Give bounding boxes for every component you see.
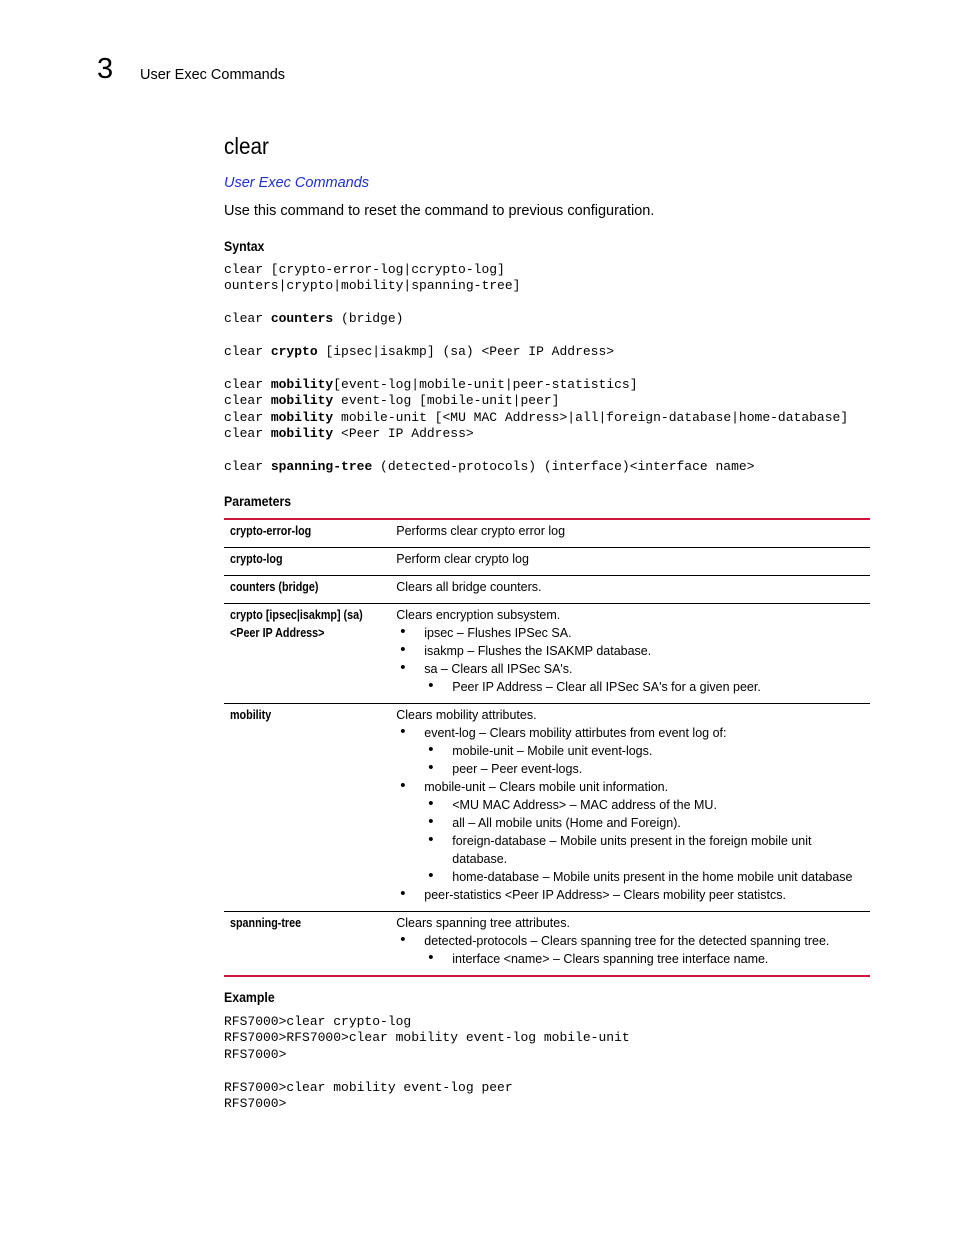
syntax-keyword: clear [224, 344, 264, 360]
syntax-heading: Syntax [224, 238, 265, 254]
example-line: RFS7000> [224, 1096, 287, 1112]
sub-bullet-list [424, 796, 864, 886]
syntax-keyword: clear [224, 409, 264, 425]
user-exec-commands-link[interactable]: User Exec Commands [224, 175, 370, 191]
param-term: crypto-log [230, 552, 283, 566]
page-title: clear [224, 133, 269, 159]
list-item: • isakmp – Flushes the ISAKMP database. [396, 642, 864, 660]
syntax-keyword: clear [224, 426, 264, 442]
list-item: • peer-statistics <Peer IP Address> – Clears mobility peer statistcs. [396, 886, 864, 904]
syntax-keyword: clear [224, 393, 264, 409]
list-item [396, 660, 864, 696]
sub-bullet-list [424, 742, 864, 778]
list-item: • home-database – Mobile units present in the home mobile unit database [424, 868, 864, 886]
table-row [224, 704, 870, 912]
list-item: • ipsec – Flushes IPSec SA. [396, 624, 864, 642]
list-item: • all – All mobile units (Home and Foreign). [424, 814, 864, 832]
intro-text: Use this command to reset the command to previous configuration. [224, 203, 655, 219]
param-term: mobility [230, 708, 272, 722]
list-item [396, 932, 864, 968]
syntax-code [224, 262, 848, 475]
syntax-keyword: clear [224, 458, 264, 474]
param-term: spanning-tree [230, 916, 302, 930]
list-item-text: mobile-unit – Clears mobile unit information. [424, 780, 669, 794]
syntax-args: event-log [mobile-unit|peer] [333, 393, 560, 409]
parameters-heading: Parameters [224, 493, 292, 509]
param-term: <Peer IP Address> [230, 626, 325, 640]
parameters-table [224, 518, 870, 977]
syntax-command: mobility [270, 409, 334, 425]
param-term: crypto-error-log [230, 524, 312, 538]
param-desc: Clears mobility attributes. [396, 708, 537, 722]
syntax-command: mobility [270, 426, 334, 442]
example-line: RFS7000>clear mobility event-log peer [224, 1079, 513, 1095]
syntax-command: mobility [270, 376, 334, 392]
list-item: • <MU MAC Address> – MAC address of the MU. [424, 796, 864, 814]
table-row [224, 604, 870, 704]
syntax-args: mobile-unit [<MU MAC Address>|all|foreign-database|home-database] [333, 409, 849, 425]
chapter-title: User Exec Commands [140, 67, 286, 83]
list-item [396, 724, 864, 778]
table-row [224, 519, 870, 548]
syntax-keyword: clear [224, 311, 264, 327]
table-row [224, 912, 870, 977]
table-row [224, 548, 870, 576]
syntax-args: [event-log|mobile-unit|peer-statistics] [333, 376, 638, 392]
syntax-args: [ipsec|isakmp] (sa) <Peer IP Address> [317, 344, 615, 360]
list-item-text: detected-protocols – Clears spanning tree for the detected spanning tree. [424, 934, 830, 948]
param-desc: Clears encryption subsystem. [396, 608, 561, 622]
list-item: • foreign-database – Mobile units present in the foreign mobile unit database. [424, 832, 864, 868]
example-line: RFS7000>clear crypto-log [224, 1014, 412, 1029]
param-desc: Clears spanning tree attributes. [396, 916, 570, 930]
param-desc: Performs clear crypto error log [396, 524, 566, 538]
bullet-list [396, 624, 864, 696]
syntax-command: crypto [270, 344, 318, 360]
syntax-keyword: clear [224, 376, 264, 392]
bullet-list [396, 932, 864, 968]
syntax-args: (bridge) [333, 311, 404, 327]
syntax-command: mobility [270, 393, 334, 409]
example-code [224, 1014, 630, 1112]
example-line: RFS7000> [224, 1046, 287, 1062]
sub-bullet-list [424, 950, 864, 968]
example-heading: Example [224, 989, 275, 1005]
syntax-line: ounters|crypto|mobility|spanning-tree] [224, 278, 521, 294]
list-item: • mobile-unit – Mobile unit event-logs. [424, 742, 864, 760]
list-item: • peer – Peer event-logs. [424, 760, 864, 778]
param-term: crypto [ipsec|isakmp] (sa) [230, 608, 363, 622]
list-item-text: event-log – Clears mobility attirbutes from event log of: [424, 726, 727, 740]
list-item [396, 778, 864, 886]
syntax-args: <Peer IP Address> [333, 426, 474, 442]
syntax-command: counters [270, 311, 334, 327]
list-item: • interface <name> – Clears spanning tree interface name. [424, 950, 864, 968]
sub-bullet-list [424, 678, 864, 696]
list-item-text: sa – Clears all IPSec SA's. [424, 662, 573, 676]
syntax-args: (detected-protocols) (interface)<interface name> [372, 458, 755, 474]
param-desc: Perform clear crypto log [390, 548, 870, 576]
example-line: RFS7000>RFS7000>clear mobility event-log mobile-unit [224, 1030, 630, 1046]
chapter-number: 3 [97, 53, 114, 85]
syntax-line: clear [crypto-error-log|ccrypto-log] [224, 262, 505, 277]
bullet-list [396, 724, 864, 904]
syntax-command: spanning-tree [270, 458, 373, 474]
list-item: • Peer IP Address – Clear all IPSec SA's for a given peer. [424, 678, 864, 696]
table-row [224, 576, 870, 604]
param-desc: Clears all bridge counters. [390, 576, 870, 604]
param-term: counters (bridge) [230, 580, 319, 594]
